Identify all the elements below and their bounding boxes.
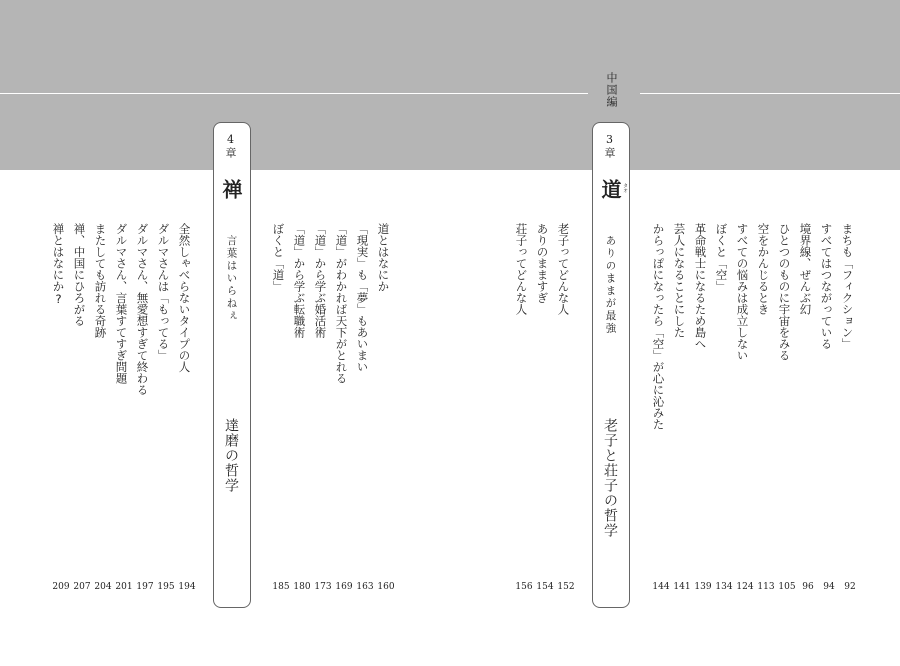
toc-item-title[interactable]: 道とはなにか (376, 223, 391, 292)
toc-page-number: 209 (52, 582, 70, 592)
toc-page-number: 154 (536, 582, 554, 592)
chapter4-box (213, 122, 251, 608)
section-label: 中国編 (605, 72, 618, 108)
toc-page-number: 195 (157, 582, 175, 592)
toc-item-title[interactable]: ありのまますぎ (535, 223, 550, 304)
toc-item-title[interactable]: ダルマさん、無愛想すぎて終わる (135, 223, 150, 396)
toc-item-title[interactable]: ダルマさん、言葉すてすぎ問題 (114, 223, 129, 384)
chapter3-title-ruby: タオ (622, 183, 628, 193)
toc-page-number: 105 (778, 582, 796, 592)
toc-page-number: 139 (694, 582, 712, 592)
toc-item-title[interactable]: 「道」から学ぶ転職術 (292, 223, 307, 338)
toc-item-title[interactable]: 芸人になることにした (672, 223, 687, 338)
toc-item-title[interactable]: 「道」がわかれば天下がとれる (334, 223, 349, 384)
toc-item-title[interactable]: 老子ってどんな人 (556, 223, 571, 315)
toc-item-title[interactable]: すべてはつながっている (819, 223, 834, 350)
toc-item-title[interactable]: からっぽになったら「空」が心に沁みた (651, 223, 666, 430)
toc-page-number: 124 (736, 582, 754, 592)
toc-page-number: 204 (94, 582, 112, 592)
chapter4-theme: 達磨の哲学 (223, 418, 239, 493)
chapter4-title: 禅 (219, 179, 243, 199)
toc-item-title[interactable]: 禅、中国にひろがる (72, 223, 87, 327)
chapter3-title: 道 (598, 179, 622, 199)
toc-item-title[interactable]: 荘子ってどんな人 (514, 223, 529, 315)
chapter3-number: 3 (603, 133, 616, 146)
toc-page-number: 144 (652, 582, 670, 592)
chapter4-suffix: 章 (224, 147, 237, 158)
header-rule-left (0, 93, 588, 94)
toc-page-number: 156 (515, 582, 533, 592)
toc-page-number: 173 (314, 582, 332, 592)
chapter3-suffix: 章 (603, 147, 616, 158)
header-band (0, 0, 900, 170)
chapter3-box (592, 122, 630, 608)
toc-item-title[interactable]: まちも「フィクション」 (840, 223, 855, 350)
toc-item-title[interactable]: またしても訪れる奇跡 (93, 223, 108, 338)
toc-page-number: 201 (115, 582, 133, 592)
toc-page-number: 169 (335, 582, 353, 592)
toc-item-title[interactable]: 「現実」も「夢」もあいまい (355, 223, 370, 373)
toc-page-number: 96 (802, 582, 814, 592)
toc-page-number: 152 (557, 582, 575, 592)
toc-page-number: 92 (844, 582, 856, 592)
toc-page-number: 94 (823, 582, 835, 592)
toc-item-title[interactable]: すべての悩みは成立しない (735, 223, 750, 361)
toc-page-number: 207 (73, 582, 91, 592)
toc-item-title[interactable]: 「道」から学ぶ婚活術 (313, 223, 328, 338)
toc-item-title[interactable]: 境界線、ぜんぶ幻 (798, 223, 813, 315)
toc-page-number: 134 (715, 582, 733, 592)
toc-item-title[interactable]: 革命戦士になるため島へ (693, 223, 708, 350)
toc-item-title[interactable]: 空をかんじるとき (756, 223, 771, 315)
toc-page-number: 197 (136, 582, 154, 592)
toc-page-number: 163 (356, 582, 374, 592)
toc-page-number: 194 (178, 582, 196, 592)
toc-page-number: 185 (272, 582, 290, 592)
toc-item-title[interactable]: 禅とはなにか? (51, 223, 66, 306)
toc-item-title[interactable]: 全然しゃべらないタイプの人 (177, 223, 192, 373)
toc-page-number: 113 (757, 582, 775, 592)
toc-page-number: 160 (377, 582, 395, 592)
toc-item-title[interactable]: ぼくと「道」 (271, 223, 286, 292)
chapter4-number: 4 (224, 133, 237, 146)
toc-item-title[interactable]: ひとつのものに宇宙をみる (777, 223, 792, 361)
toc-page-number: 141 (673, 582, 691, 592)
toc-item-title[interactable]: ぼくと「空」 (714, 223, 729, 292)
chapter3-subtitle: ありのままが最強 (604, 235, 617, 335)
header-rule-right (640, 93, 900, 94)
toc-item-title[interactable]: ダルマさんは「もってる」 (156, 223, 171, 361)
toc-page-number: 180 (293, 582, 311, 592)
chapter3-theme: 老子と荘子の哲学 (602, 418, 618, 538)
chapter4-subtitle: 言葉はいらねぇ (225, 235, 238, 323)
